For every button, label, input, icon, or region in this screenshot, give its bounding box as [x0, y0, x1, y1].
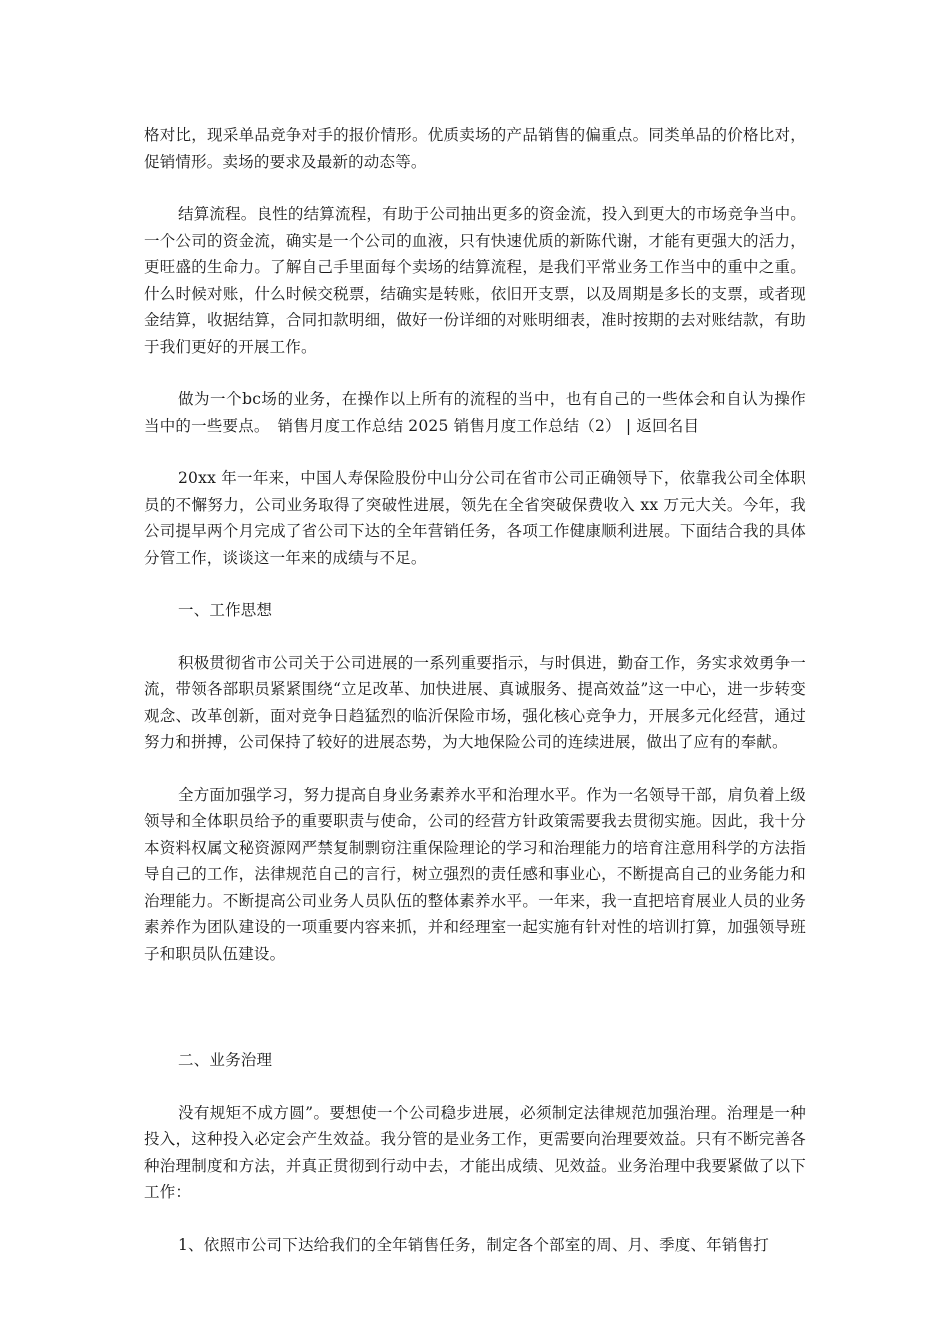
paragraph-rules-management: 没有规矩不成方圆”。要想使一个公司稳步进展，必须制定法律规范加强治理。治理是一种投入，这种投入必定会产生效益。我分管的是业务工作，更需要向治理要效益。只有不断完善各种治理制度和方法，并真正贯彻到行动中去，才能出成绩、见效益。业务治理中我要紧做了以下工作：	[144, 1103, 806, 1201]
paragraph-annual-summary: 20xx 年一年来，中国人寿保险股份中山分公司在省市公司正确领导下，依靠我公司全体职员的不懈努力，公司业务取得了突破性进展，领先在全省突破保费收入 xx 万元大关。今年，我公司提早两个月完成了省公司下达的全年营销任务，各项工作健康顺利进展。下面结合我的具体分管工作，谈谈这一年来的成绩与不足。	[144, 469, 806, 567]
paragraph-settlement-process: 结算流程。良性的结算流程，有助于公司抽出更多的资金流，投入到更大的市场竞争当中。一个公司的资金流，确实是一个公司的血液，只有快速优质的新陈代谢，才能有更强大的活力，更旺盛的生命力。了解自己手里面每个卖场的结算流程，是我们平常业务工作当中的重中之重。什么时候对账，什么时候交税票，结确实是转账，依旧开支票，以及周期是多长的支票，或者现金结算，收据结算，合同扣款明细，做好一份详细的对账明细表，准时按期的去对账结款，有助于我们更好的开展工作。	[144, 205, 807, 356]
section-heading-business-management: 二、业务治理	[178, 1051, 273, 1069]
paragraph-implement-instructions: 积极贯彻省市公司关于公司进展的一系列重要指示，与时俱进，勤奋工作，务实求效勇争一流，带领各部职员紧紧围绕“立足改革、加快进展、真诚服务、提高效益”这一中心，进一步转变观念、改革创新，面对竞争日趋猛烈的临沂保险市场，强化核心竞争力，开展多元化经营，通过努力和拼搏，公司保持了较好的进展态势，为大地保险公司的连续进展，做出了应有的奉献。	[144, 653, 807, 751]
paragraph-strengthen-learning: 全方面加强学习，努力提高自身业务素养水平和治理水平。作为一名领导干部，肩负着上级领导和全体职员给予的重要职责与使命，公司的经营方针政策需要我去贯彻实施。因此，我十分本资料权属文秘资源网严禁复制剽窃注重保险理论的学习和治理能力的培育注意用科学的方法指导自己的工作，法律规范自己的言行，树立强烈的责任感和事业心，不断提高自己的业务能力和治理能力。不断提高公司业务人员队伍的整体素养水平。一年来，我一直把培育展业人员的业务素养作为团队建设的一项重要内容来抓，并和经理室一起实施有针对性的培训打算，加强领导班子和职员队伍建设。	[144, 785, 807, 963]
paragraph-bc-business: 做为一个bc场的业务，在操作以上所有的流程的当中，也有自己的一些体会和自认为操作当中的一些要点。 销售月度工作总结 2025 销售月度工作总结（2） | 返回名目	[144, 390, 806, 435]
paragraph-spacer	[144, 360, 806, 386]
paragraph-spacer	[144, 439, 806, 465]
paragraph-spacer	[144, 571, 806, 597]
paragraph-spacer	[144, 967, 806, 1047]
paragraph-spacer	[144, 1206, 806, 1232]
document-page	[144, 122, 806, 1258]
paragraph-spacer	[144, 1074, 806, 1100]
section-heading-work-thinking: 一、工作思想	[178, 601, 273, 619]
paragraph-spacer	[144, 756, 806, 782]
paragraph-spacer	[144, 175, 806, 201]
paragraph-sales-plan-item-1: 1、依照市公司下达给我们的全年销售任务，制定各个部室的周、月、季度、年销售打	[178, 1235, 769, 1254]
paragraph-price-comparison: 格对比，现采单品竞争对手的报价情形。优质卖场的产品销售的偏重点。同类单品的价格比对，促销情形。卖场的要求及最新的动态等。	[144, 126, 806, 171]
paragraph-spacer	[144, 624, 806, 650]
